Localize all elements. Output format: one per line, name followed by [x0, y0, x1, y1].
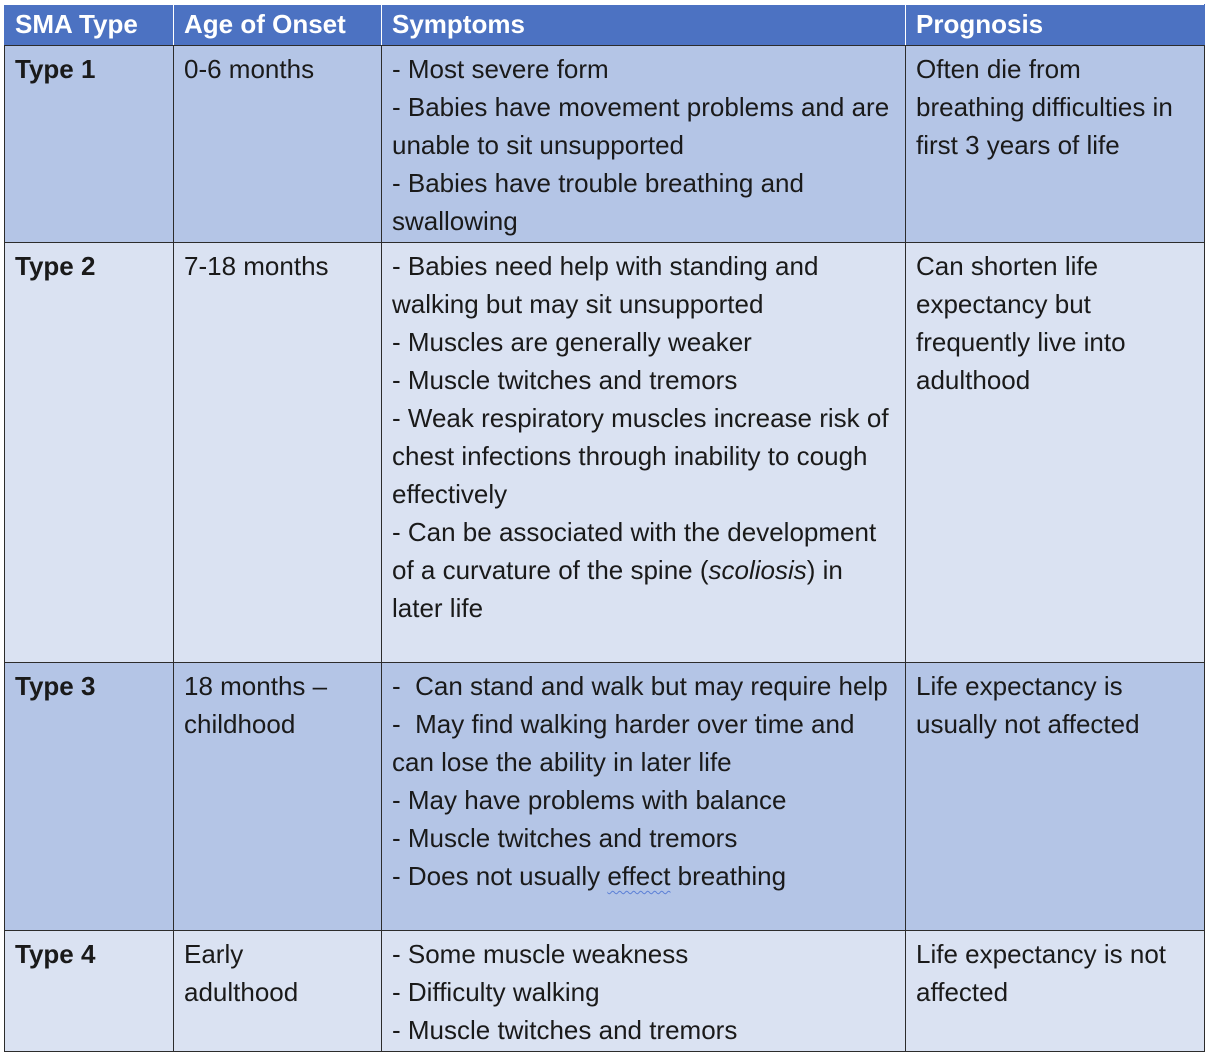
symptom-line: - Babies have movement problems and are unable to sit unsupported — [392, 92, 897, 160]
onset-line: Early — [184, 939, 244, 969]
symptoms-cell — [382, 243, 906, 663]
onset-line: 18 months – — [184, 671, 328, 701]
age-of-onset-cell — [174, 663, 382, 931]
header-prognosis: Prognosis — [906, 5, 1205, 46]
symptom-line: - Some muscle weakness — [392, 939, 689, 969]
prognosis-cell: Life expectancy is usually not affected — [906, 663, 1205, 931]
sma-type-cell: Type 3 — [5, 663, 174, 931]
header-row — [5, 5, 1205, 46]
symptom-line: - Most severe form — [392, 54, 609, 84]
age-of-onset-cell — [174, 931, 382, 1052]
age-of-onset-cell — [174, 46, 382, 243]
symptom-line: - Difficulty walking — [392, 977, 600, 1007]
symptom-line: - Can stand and walk but may require help — [392, 671, 888, 701]
sma-type-cell: Type 1 — [5, 46, 174, 243]
onset-line: 0-6 months — [184, 54, 315, 84]
symptom-text: ) in later life — [392, 555, 851, 623]
symptom-line: - Muscle twitches and tremors — [392, 823, 738, 853]
symptom-line: - May find walking harder over time and can lose the ability in later life — [392, 709, 862, 777]
symptom-text: - Can be associated with the development of a curvature of the spine ( — [392, 517, 884, 585]
symptom-line: - Babies have trouble breathing and swallowing — [392, 168, 812, 236]
table-row — [5, 243, 1205, 663]
table-row — [5, 46, 1205, 243]
symptom-text: - Does not usually — [392, 861, 608, 891]
symptom-line-breathing — [392, 857, 895, 895]
prognosis-cell: Can shorten life expectancy but frequently live into adulthood — [906, 243, 1205, 663]
sma-type-cell: Type 2 — [5, 243, 174, 663]
spellcheck-flagged-word: effect — [607, 861, 671, 891]
table-row — [5, 663, 1205, 931]
symptom-line: - Muscles are generally weaker — [392, 327, 752, 357]
onset-line: adulthood — [184, 977, 299, 1007]
symptom-line-scoliosis — [392, 513, 895, 627]
symptom-line: - Babies need help with standing and walking but may sit unsupported — [392, 251, 826, 319]
sma-type-cell: Type 4 — [5, 931, 174, 1052]
symptom-line: - May have problems with balance — [392, 785, 787, 815]
symptom-text: breathing — [670, 861, 787, 891]
prognosis-cell: Life expectancy is not affected — [906, 931, 1205, 1052]
table-row — [5, 931, 1205, 1052]
symptom-line: - Muscle twitches and tremors — [392, 365, 738, 395]
onset-line: childhood — [184, 709, 296, 739]
prognosis-cell: Often die from breathing difficulties in first 3 years of life — [906, 46, 1205, 243]
symptoms-cell — [382, 931, 906, 1052]
symptom-line: - Muscle twitches and tremors — [392, 1015, 738, 1045]
header-sma-type: SMA Type — [5, 5, 174, 46]
sma-types-table — [4, 4, 1205, 1052]
header-age-of-onset: Age of Onset — [174, 5, 382, 46]
symptoms-cell — [382, 46, 906, 243]
symptom-line: - Weak respiratory muscles increase risk of chest infections through inability to cough effectively — [392, 403, 896, 509]
onset-line: 7-18 months — [184, 251, 329, 281]
scoliosis-term: scoliosis — [708, 555, 807, 585]
age-of-onset-cell — [174, 243, 382, 663]
symptoms-cell — [382, 663, 906, 931]
header-symptoms: Symptoms — [382, 5, 906, 46]
